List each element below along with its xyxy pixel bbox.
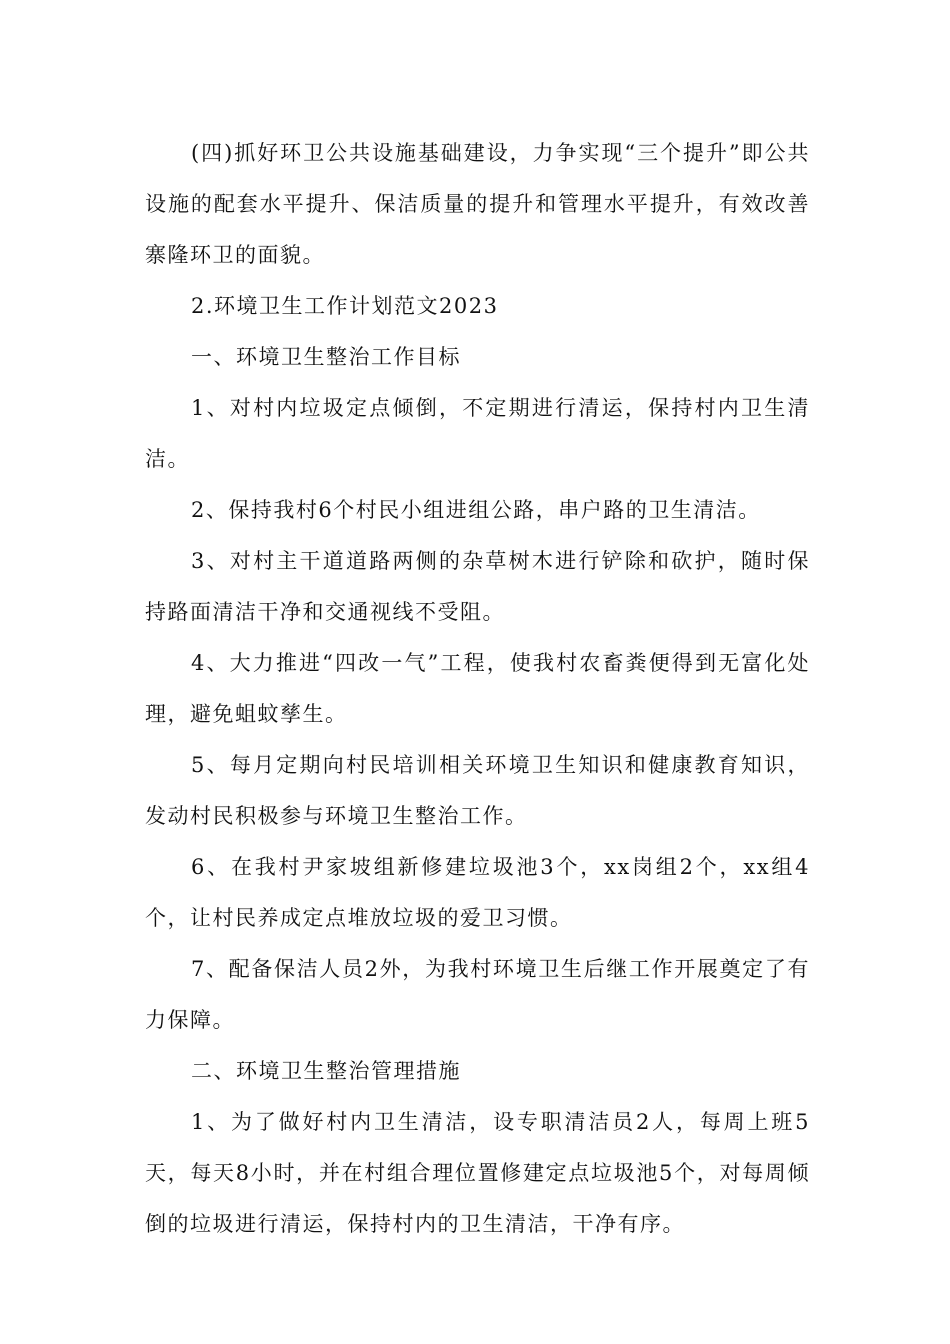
list-item-goal-4: 4、大力推进“四改一气”工程，使我村农畜粪便得到无富化处理，避免蛆蚊孳生。 bbox=[145, 651, 810, 726]
heading-goals: 一、环境卫生整治工作目标 bbox=[191, 345, 461, 369]
heading-measures: 二、环境卫生整治管理措施 bbox=[191, 1059, 461, 1083]
list-item-goal-3: 3、对村主干道道路两侧的杂草树木进行铲除和砍护，随时保持路面清洁干净和交通视线不受阻。 bbox=[145, 549, 810, 624]
paragraph-infrastructure: (四)抓好环卫公共设施基础建设，力争实现“三个提升”即公共设施的配套水平提升、保洁质量的提升和管理水平提升，有效改善寨隆环卫的面貌。 bbox=[145, 141, 810, 267]
document-body bbox=[145, 128, 810, 1250]
list-item-goal-7: 7、配备保洁人员2外，为我村环境卫生后继工作开展奠定了有力保障。 bbox=[145, 957, 810, 1032]
list-item-goal-2: 2、保持我村6个村民小组进组公路，串户路的卫生清洁。 bbox=[191, 498, 761, 522]
list-item-goal-1: 1、对村内垃圾定点倾倒，不定期进行清运，保持村内卫生清洁。 bbox=[145, 396, 810, 471]
list-item-goal-6: 6、在我村尹家坡组新修建垃圾池3个，xx岗组2个，xx组4个，让村民养成定点堆放垃圾的爱卫习惯。 bbox=[145, 855, 810, 930]
list-item-goal-5: 5、每月定期向村民培训相关环境卫生知识和健康教育知识，发动村民积极参与环境卫生整治工作。 bbox=[145, 753, 810, 828]
list-item-measure-1: 1、为了做好村内卫生清洁，设专职清洁员2人，每周上班5天，每天8小时，并在村组合理位置修建定点垃圾池5个，对每周倾倒的垃圾进行清运，保持村内的卫生清洁，干净有序。 bbox=[145, 1110, 810, 1236]
heading-plan-title: 2.环境卫生工作计划范文2023 bbox=[191, 294, 499, 318]
